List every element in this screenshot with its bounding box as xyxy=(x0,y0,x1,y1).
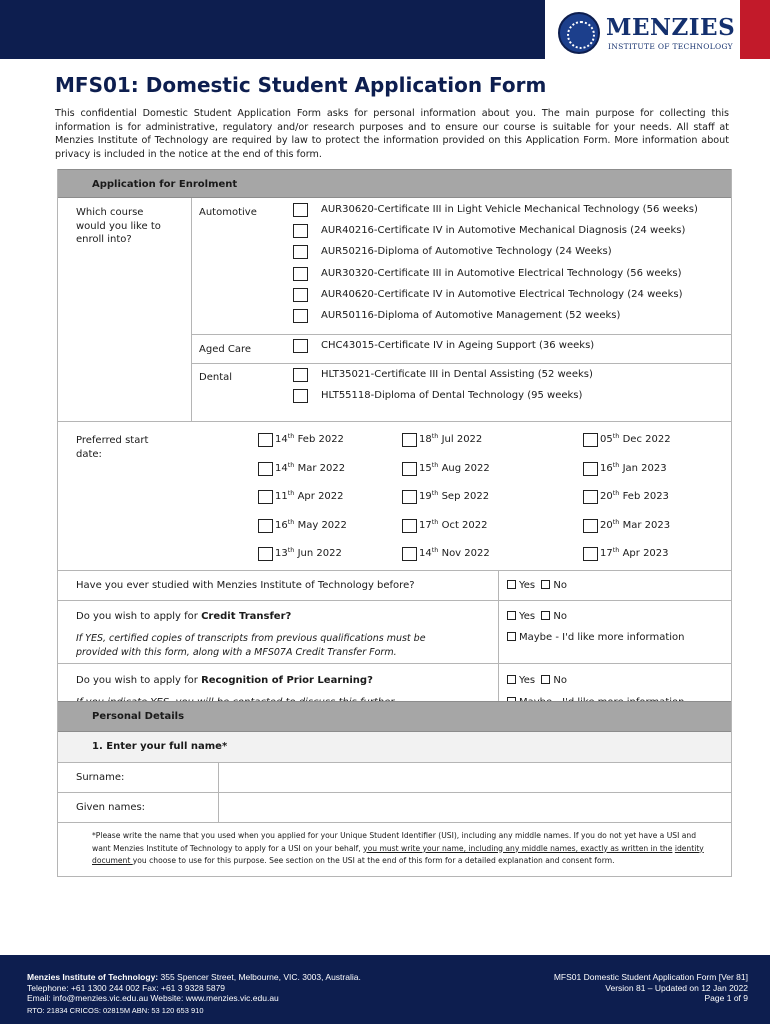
start-date-label: 15th Aug 2022 xyxy=(419,460,490,474)
page-title: MFS01: Domestic Student Application Form xyxy=(55,73,547,97)
start-date-label: 16th May 2022 xyxy=(275,517,347,531)
credit-yes-no-options: Yes No xyxy=(507,611,567,622)
page-footer xyxy=(0,955,770,1024)
course-checkbox[interactable] xyxy=(293,339,308,353)
start-date-checkbox[interactable] xyxy=(402,490,417,504)
course-checkbox[interactable] xyxy=(293,245,308,259)
footer-form-info xyxy=(554,972,748,1004)
personal-details-table xyxy=(57,701,732,877)
start-date-row xyxy=(58,422,731,571)
footer-page-number: Page 1 of 9 xyxy=(704,993,748,1003)
credit-yes-checkbox[interactable] xyxy=(507,611,516,620)
rpl-no-checkbox[interactable] xyxy=(541,675,550,684)
course-label: AUR40620-Certificate IV in Automotive Electrical Technology (24 weeks) xyxy=(321,289,683,300)
start-date-label: 17th Oct 2022 xyxy=(419,517,488,531)
credit-transfer-question: Do you wish to apply for Credit Transfer? xyxy=(76,611,292,622)
menzies-logo xyxy=(558,10,736,56)
surname-label: Surname: xyxy=(76,772,125,783)
enrolment-section-header: Application for Enrolment xyxy=(58,169,731,198)
course-label: AUR50216-Diploma of Automotive Technology (24 Weeks) xyxy=(321,246,612,257)
credit-transfer-row xyxy=(58,601,731,664)
footer-phone: Telephone: +61 1300 244 002 Fax: +61 3 9328 5879 xyxy=(27,982,226,993)
start-date-checkbox[interactable] xyxy=(583,519,598,533)
start-date-label: 13th Jun 2022 xyxy=(275,546,342,559)
footer-version: Version 81 – Updated on 12 Jan 2022 xyxy=(605,982,748,993)
course-checkbox[interactable] xyxy=(293,224,308,238)
start-date-checkbox[interactable] xyxy=(583,462,598,476)
course-label: HLT35021-Certificate III in Dental Assisting (52 weeks) xyxy=(321,369,593,380)
usi-name-note: *Please write the name that you used when you applied for your Unique Student Identifier (USI), including any middle names. If you do not yet have a USI and want Menzies Institute of Technology to apply for a USI on your behalf, you must write your name, including any middle names, exactly as written in the identity document you choose to use for this purpose. See section on the USI at the end of this form for a detailed explanation and consent form. xyxy=(58,823,731,877)
header-red-accent xyxy=(740,0,770,59)
group-automotive: Automotive xyxy=(199,207,257,218)
start-date-label: 20th Feb 2023 xyxy=(600,489,669,502)
start-date-label: 11th Apr 2022 xyxy=(275,489,344,502)
given-names-label: Given names: xyxy=(76,802,146,813)
surname-row xyxy=(58,763,731,793)
start-date-label: 16th Jan 2023 xyxy=(600,460,667,474)
rpl-yes-no-options: Yes No xyxy=(507,675,567,686)
footer-email: Email: info@menzies.vic.edu.au Website: www.menzies.vic.edu.au xyxy=(27,993,279,1003)
start-date-checkbox[interactable] xyxy=(402,547,417,561)
course-selection-row xyxy=(58,198,731,422)
start-date-label: 14th Feb 2022 xyxy=(275,432,344,445)
full-name-subheader: 1. Enter your full name* xyxy=(58,732,731,763)
start-date-checkbox[interactable] xyxy=(583,490,598,504)
course-label: AUR30320-Certificate III in Automotive Electrical Technology (56 weeks) xyxy=(321,268,682,279)
start-date-checkbox[interactable] xyxy=(258,462,273,476)
credit-transfer-note: If YES, certified copies of transcripts from previous qualifications must be provided with this form, along with a MFS07A Credit Transfer Form. xyxy=(76,633,426,658)
group-dental: Dental xyxy=(199,372,233,383)
start-date-checkbox[interactable] xyxy=(402,519,417,533)
globe-seal-icon xyxy=(558,12,600,54)
credit-maybe-checkbox[interactable] xyxy=(507,632,516,641)
course-label: HLT55118-Diploma of Dental Technology (95 weeks) xyxy=(321,390,583,401)
course-checkbox[interactable] xyxy=(293,267,308,281)
course-checkbox[interactable] xyxy=(293,389,308,403)
start-date-checkbox[interactable] xyxy=(583,433,598,447)
start-date-checkbox[interactable] xyxy=(583,547,598,561)
intro-paragraph: This confidential Domestic Student Application Form asks for personal information about you. The main purpose for collecting this information is for administrative, regulatory and/or research purposes and to ensure our course is suitable for your needs. All staff at Menzies Institute of Technology are required by law to protect the information provided on this Application Form. More information about privacy is included in the notice at the end of this form. xyxy=(55,108,729,160)
studied-yes-checkbox[interactable] xyxy=(507,580,516,589)
enrolment-table xyxy=(57,169,732,713)
start-date-label: 19th Sep 2022 xyxy=(419,489,490,502)
start-date-label: 14th Nov 2022 xyxy=(419,546,490,559)
credit-no-checkbox[interactable] xyxy=(541,611,550,620)
start-date-label: 18th Jul 2022 xyxy=(419,432,483,445)
start-date-label: 14th Mar 2022 xyxy=(275,460,346,474)
course-label: AUR50116-Diploma of Automotive Management (52 weeks) xyxy=(321,310,621,321)
start-date-checkbox[interactable] xyxy=(258,433,273,447)
course-checkbox[interactable] xyxy=(293,203,308,217)
footer-rto: RTO: 21834 CRICOS: 02815M ABN: 53 120 653 910 xyxy=(27,1005,204,1015)
footer-form-ref: MFS01 Domestic Student Application Form [Ver 81] xyxy=(553,972,748,982)
surname-input[interactable] xyxy=(218,763,731,792)
studied-no-checkbox[interactable] xyxy=(541,580,550,589)
start-date-checkbox[interactable] xyxy=(258,547,273,561)
group-aged-care: Aged Care xyxy=(199,344,252,355)
footer-contact: Menzies Institute of Technology: 355 Spencer Street, Melbourne, VIC. 3003, Australia. Telephone: +61 1300 244 002 Fax: +61 3 9328 5879 Email: info@menzies.vic.edu.au Website: www.menzies.vic.edu.au RTO: 21834 CRICOS: 02815M ABN: 53 120 653 910 xyxy=(27,972,361,1015)
course-checkbox[interactable] xyxy=(293,288,308,302)
course-checkbox[interactable] xyxy=(293,368,308,382)
header-navy-bar xyxy=(0,0,545,59)
start-date-label: 20th Mar 2023 xyxy=(600,517,671,531)
start-date-label: 17th Apr 2023 xyxy=(600,546,669,559)
start-date-checkbox[interactable] xyxy=(258,519,273,533)
credit-maybe-option: Maybe - I'd like more information xyxy=(507,632,684,643)
logo-subtitle: INSTITUTE OF TECHNOLOGY xyxy=(608,42,733,51)
start-date-checkbox[interactable] xyxy=(402,462,417,476)
course-label: AUR30620-Certificate III in Light Vehicle Mechanical Technology (56 weeks) xyxy=(321,204,698,215)
studied-before-row xyxy=(58,571,731,601)
studied-before-question: Have you ever studied with Menzies Institute of Technology before? xyxy=(76,580,415,591)
given-names-row xyxy=(58,793,731,823)
course-question: Which course would you like to enroll into? xyxy=(76,207,161,245)
course-label: CHC43015-Certificate IV in Ageing Support (36 weeks) xyxy=(321,340,595,351)
start-date-checkbox[interactable] xyxy=(258,490,273,504)
start-date-question: Preferred start date: xyxy=(76,435,149,460)
rpl-question: Do you wish to apply for Recognition of Prior Learning? xyxy=(76,675,373,686)
rpl-yes-checkbox[interactable] xyxy=(507,675,516,684)
given-names-input[interactable] xyxy=(218,793,731,822)
studied-before-options: Yes No xyxy=(507,580,567,591)
course-checkbox[interactable] xyxy=(293,309,308,323)
start-date-checkbox[interactable] xyxy=(402,433,417,447)
start-date-label: 05th Dec 2022 xyxy=(600,432,671,445)
personal-section-header: Personal Details xyxy=(58,701,731,732)
course-label: AUR40216-Certificate IV in Automotive Mechanical Diagnosis (24 weeks) xyxy=(321,225,686,236)
logo-name: MENZIES xyxy=(606,14,736,41)
